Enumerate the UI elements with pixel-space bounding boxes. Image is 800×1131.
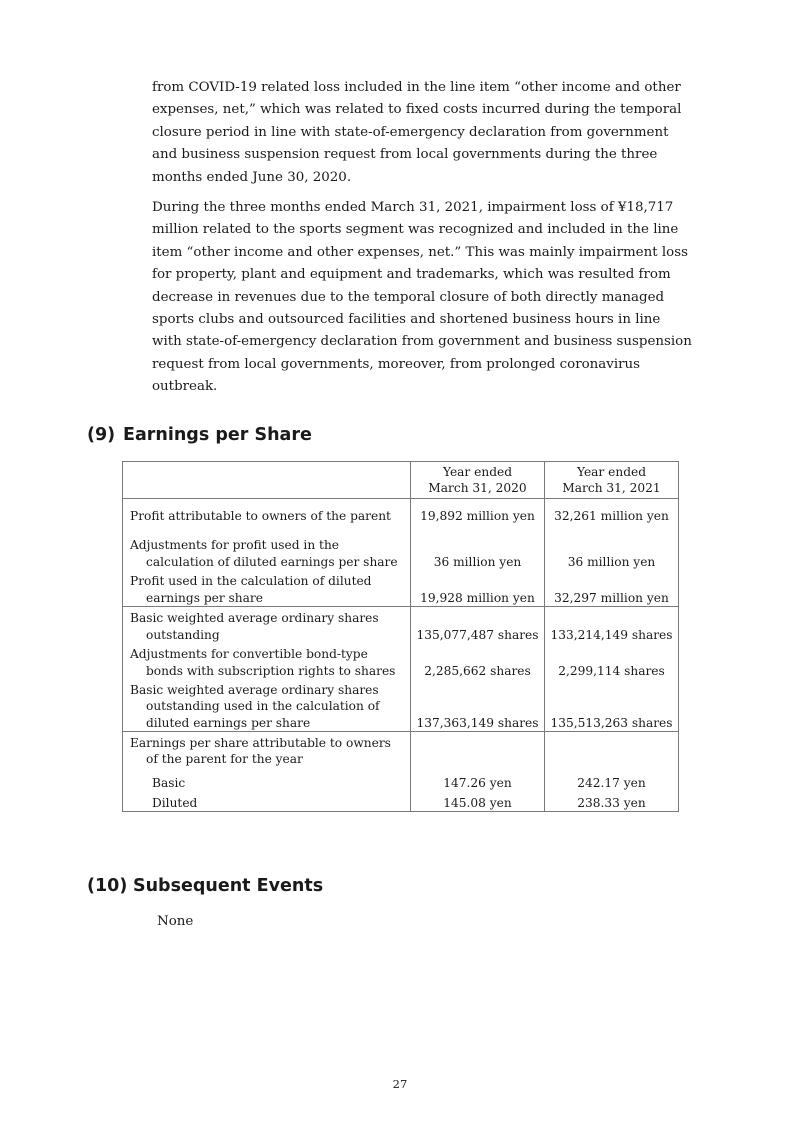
row-label-line: Profit attributable to owners of the parent [130,509,391,524]
row-label: Basic [123,771,411,791]
row-label [123,534,411,570]
table-row [123,791,679,812]
value-2020 [411,732,545,772]
row-label [123,499,411,535]
table-row [123,732,679,772]
value-2021: 133,214,149 shares [545,607,679,644]
value-2021: 32,261 million yen [545,499,679,535]
row-label [123,679,411,732]
table-row [123,771,679,791]
row-label-line: diluted earnings per share [146,715,311,730]
row-label [123,732,411,772]
row-label: Diluted [123,791,411,812]
earnings-per-share-table [122,461,679,812]
column-header-2020 [411,462,545,499]
table-row [123,679,679,732]
header-empty-cell [123,462,411,499]
table-row [123,534,679,570]
value-2021 [545,732,679,772]
value-2020: 137,363,149 shares [411,679,545,732]
section-number: (10) [87,876,128,896]
value-2020: 2,285,662 shares [411,643,545,679]
subsequent-events-body: None [157,914,194,929]
value-2020: 147.26 yen [411,771,545,791]
value-2021: 36 million yen [545,534,679,570]
column-header-line: Year ended [442,464,513,479]
value-2020: 145.08 yen [411,791,545,812]
row-label-line: Adjustments for profit used in the [130,538,340,553]
value-2021: 135,513,263 shares [545,679,679,732]
row-label-line: Adjustments for convertible bond-type [130,647,368,662]
table-row [123,607,679,644]
value-2021: 32,297 million yen [545,570,679,607]
row-label-line: Profit used in the calculation of diluted [130,574,372,589]
row-label-line: earnings per share [146,590,263,605]
section-heading-subsequent-events [87,876,323,896]
value-2020: 19,928 million yen [411,570,545,607]
table-header-row [123,462,679,499]
table-row [123,643,679,679]
table-row [123,499,679,535]
row-label-line: Earnings per share attributable to owners [130,736,391,750]
row-label-line: of the parent for the year [146,752,303,767]
value-2020: 36 million yen [411,534,545,570]
value-2020: 19,892 million yen [411,499,545,535]
column-header-2021 [545,462,679,499]
value-2021: 2,299,114 shares [545,643,679,679]
section-number: (9) [87,425,116,445]
row-label [123,643,411,679]
page-number: 27 [392,1077,408,1091]
row-label-line: bonds with subscription rights to shares [146,663,396,678]
row-label-line: outstanding used in the calculation of [146,699,380,714]
row-label [123,607,411,644]
value-2021: 238.33 yen [545,791,679,812]
row-label-line: Basic weighted average ordinary shares [130,611,379,626]
row-label [123,570,411,607]
section-title: Earnings per Share [123,425,312,445]
column-header-line: March 31, 2020 [428,481,527,495]
paragraph-covid-loss: from COVID-19 related loss included in the line item “other income and other expenses, net,” which was related to fixed costs incurred during the temporal closure period in line with state-of-emergency declaration from government and business suspension request from local governments during the three months ended June 30, 2020. [152,80,682,185]
column-header-line: March 31, 2021 [562,481,661,495]
section-heading-earnings-per-share [87,425,312,445]
section-title: Subsequent Events [133,876,324,896]
table-row [123,570,679,607]
value-2021: 242.17 yen [545,771,679,791]
column-header-line: Year ended [576,464,647,479]
row-label-line: Basic weighted average ordinary shares [130,683,379,698]
row-label-line: outstanding [146,627,220,642]
paragraph-impairment-loss: During the three months ended March 31, 2021, impairment loss of ¥18,717 million related to the sports segment was recognized and included in the line item “other income and other expenses, net.” This was mainly impairment loss for property, plant and equipment and trademarks, which was resulted from decrease in revenues due to the temporal closure of both directly managed sports clubs and outsourced facilities and shortened business hours in line with state-of-emergency declaration from government and business suspension request from local governments, moreover, from prolonged coronavirus outbreak. [152,200,692,395]
row-label-line: calculation of diluted earnings per share [146,554,398,569]
value-2020: 135,077,487 shares [411,607,545,644]
